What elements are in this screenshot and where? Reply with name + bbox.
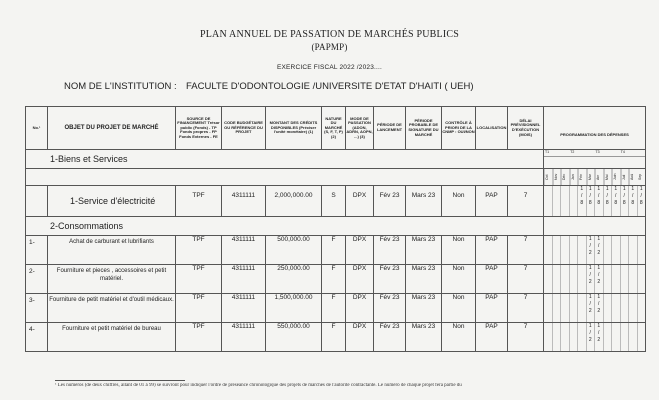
programmation-mark	[570, 186, 579, 216]
programmation-mark: 1 / 2	[595, 323, 604, 351]
programmation-mark: 1 / 2	[587, 265, 596, 293]
programmation-mark	[544, 265, 553, 293]
programmation-mark	[612, 323, 621, 351]
row-number: 2-	[26, 265, 48, 294]
header-periode: PÉRIODE DE LANCEMENT	[374, 107, 406, 150]
row-nature: F	[322, 294, 346, 323]
programmation-mark	[638, 323, 646, 351]
month-label: Aoû	[629, 169, 638, 185]
header-code: CODE BUDGÉTAIRE OU RÉFÉRENCE DU PROJET	[222, 107, 266, 150]
header-mode: MODE DE PASSATION (ADON, ADRN, AOPN, ...) (3)	[346, 107, 374, 150]
section-label: 1-Biens et Services	[26, 150, 544, 169]
month-label: Juin	[612, 169, 621, 185]
row-nature: F	[322, 265, 346, 294]
row-periode: Fév 23	[374, 323, 406, 352]
programmation-mark: 1 / 8	[587, 186, 596, 216]
month-header-spacer	[26, 169, 544, 186]
row-delai: 7	[508, 186, 544, 217]
row-signature: Mars 23	[406, 294, 442, 323]
row-nature: F	[322, 323, 346, 352]
row-code: 4311111	[222, 236, 266, 265]
programmation-mark	[621, 236, 630, 264]
row-number	[26, 186, 48, 217]
programmation-mark: 1 / 8	[578, 186, 587, 216]
header-signature: PÉRIODE PROBABLE DE SIGNATURE DU MARCHÉ	[406, 107, 442, 150]
row-mode: DPX	[346, 323, 374, 352]
programmation-mark	[561, 186, 570, 216]
table-row	[26, 294, 646, 323]
programmation-mark	[553, 186, 562, 216]
row-nature: F	[322, 236, 346, 265]
row-signature: Mars 23	[406, 236, 442, 265]
programmation-mark	[561, 294, 570, 322]
programmation-mark	[561, 323, 570, 351]
papmp-table	[25, 106, 646, 352]
quarter-header	[544, 150, 645, 157]
row-mode: DPX	[346, 265, 374, 294]
row-programmation	[544, 294, 646, 323]
row-delai: 7	[508, 265, 544, 294]
row-controle: Non	[442, 323, 476, 352]
row-programmation	[544, 186, 646, 217]
row-mode: DPX	[346, 294, 374, 323]
header-source: SOURCE DE FINANCEMENT Trésor public (Fonds) - TP Fonds propres - FP Fonds Externes - FE	[176, 107, 222, 150]
programmation-mark	[570, 323, 579, 351]
programmation-mark	[553, 236, 562, 264]
header-programmation	[544, 107, 646, 150]
programmation-mark	[604, 294, 613, 322]
row-localisation: PAP	[476, 294, 508, 323]
programmation-mark	[561, 236, 570, 264]
programmation-mark	[544, 294, 553, 322]
month-label: Nov	[553, 169, 562, 185]
row-mode: DPX	[346, 186, 374, 217]
quarter-label: T3	[595, 150, 600, 154]
programmation-mark	[553, 294, 562, 322]
row-programmation	[544, 236, 646, 265]
institution-name: FACULTE D'ODONTOLOGIE /UNIVERSITE D'ETAT D'HAITI ( UEH)	[186, 81, 474, 92]
programmation-mark	[612, 236, 621, 264]
fiscal-year: EXERCICE FISCAL 2022 /2023....	[276, 64, 383, 71]
row-source: TPF	[176, 294, 222, 323]
month-header-cell	[544, 169, 646, 186]
row-objet: Fourniture et pieces , accessoires et petit matériel.	[48, 265, 176, 294]
row-source: TPF	[176, 323, 222, 352]
table-row	[26, 186, 646, 217]
programmation-mark	[553, 265, 562, 293]
programmation-mark	[638, 236, 646, 264]
programmation-mark: 1 / 8	[604, 186, 613, 216]
programmation-mark	[544, 323, 553, 351]
quarter-label: T1	[545, 150, 550, 154]
table-row	[26, 323, 646, 352]
month-label: Fév	[578, 169, 587, 185]
row-delai: 7	[508, 236, 544, 265]
row-signature: Mars 23	[406, 323, 442, 352]
document-acronym: (PAPMP)	[311, 42, 348, 52]
row-localisation: PAP	[476, 265, 508, 294]
programmation-mark	[629, 323, 638, 351]
section-programmation-cell	[544, 150, 646, 169]
programmation-mark	[604, 265, 613, 293]
programmation-mark: 1 / 8	[621, 186, 630, 216]
header-no: No.¹	[26, 107, 48, 150]
programmation-mark: 1 / 8	[612, 186, 621, 216]
row-code: 4311111	[222, 294, 266, 323]
row-code: 4311111	[222, 186, 266, 217]
month-label: Déc	[561, 169, 570, 185]
programmation-mark	[638, 265, 646, 293]
row-source: TPF	[176, 265, 222, 294]
programmation-mark	[570, 294, 579, 322]
month-label: Avr	[595, 169, 604, 185]
programmation-mark: 1 / 8	[629, 186, 638, 216]
month-label: Mai	[604, 169, 613, 185]
row-controle: Non	[442, 236, 476, 265]
row-number: 4-	[26, 323, 48, 352]
programmation-mark	[621, 323, 630, 351]
table-row	[26, 265, 646, 294]
header-localisation: LOCALISATION	[476, 107, 508, 150]
footnote: ¹ Les numéros (de deux chiffres, allant de 01 à 99) se suivront pour indiquer l'ordre de préséance chronologique des projets de marchés de l'autorité contractante. Le numéro de chaque projet fera partie du	[55, 383, 462, 388]
programmation-mark	[629, 294, 638, 322]
programmation-mark: 1 / 2	[595, 294, 604, 322]
row-nature: S	[322, 186, 346, 217]
row-periode: Fév 23	[374, 236, 406, 265]
row-periode: Fév 23	[374, 265, 406, 294]
programmation-mark: 1 / 2	[587, 323, 596, 351]
programmation-mark	[570, 236, 579, 264]
row-source: TPF	[176, 186, 222, 217]
header-objet: OBJET DU PROJET DE MARCHÉ	[48, 107, 176, 150]
programmation-mark	[544, 186, 553, 216]
programmation-mark: 1 / 2	[595, 236, 604, 264]
row-objet: 1-Service d'électricité	[48, 186, 176, 217]
programmation-mark	[578, 323, 587, 351]
programmation-mark: 1 / 2	[595, 265, 604, 293]
row-code: 4311111	[222, 265, 266, 294]
programmation-mark: 1 / 2	[587, 236, 596, 264]
table-row	[26, 236, 646, 265]
month-header-row	[26, 169, 646, 186]
section-row	[26, 217, 646, 236]
programmation-mark	[638, 294, 646, 322]
programmation-mark	[612, 265, 621, 293]
row-signature: Mars 23	[406, 265, 442, 294]
row-controle: Non	[442, 186, 476, 217]
section-row	[26, 150, 646, 169]
row-localisation: PAP	[476, 323, 508, 352]
row-code: 4311111	[222, 323, 266, 352]
row-number: 1-	[26, 236, 48, 265]
header-nature: NATURE DU MARCHÉ (S, F, T, P) (2)	[322, 107, 346, 150]
header-delai: DÉLAI PRÉVISIONNEL D'EXÉCUTION (MOIS)	[508, 107, 544, 150]
row-periode: Fév 23	[374, 294, 406, 323]
programmation-mark: 1 / 8	[595, 186, 604, 216]
table-header-row	[26, 107, 646, 150]
row-programmation	[544, 265, 646, 294]
row-objet: Achat de carburant et lubrifiants	[48, 236, 176, 265]
programmation-mark	[604, 236, 613, 264]
programmation-mark	[561, 265, 570, 293]
institution-label: NOM DE L'INSTITUTION :	[64, 81, 177, 92]
table-body	[26, 150, 646, 352]
header-montant: MONTANT DES CRÉDITS DISPONIBLES (Préciser l'unité monétaire) (1)	[266, 107, 322, 150]
row-mode: DPX	[346, 236, 374, 265]
row-montant: 1,500,000.00	[266, 294, 322, 323]
header-controle: CONTRÔLE À PRIORI DE LA CNMP : OUI/NON	[442, 107, 476, 150]
month-label: Juil	[621, 169, 630, 185]
row-controle: Non	[442, 265, 476, 294]
programmation-mark: 1 / 2	[587, 294, 596, 322]
section-programmation-cell	[544, 217, 646, 236]
programmation-mark	[578, 265, 587, 293]
programmation-mark	[570, 265, 579, 293]
programmation-mark	[553, 323, 562, 351]
programmation-title: PROGRAMMATION DES DÉPENSES	[560, 132, 629, 138]
month-label: Sep	[637, 173, 642, 181]
row-objet: Fourniture et petit matériel de bureau	[48, 323, 176, 352]
row-montant: 2,000,000.00	[266, 186, 322, 217]
programmation-mark	[544, 236, 553, 264]
programmation-mark: 1 / 8	[639, 186, 643, 206]
quarter-label: T4	[620, 150, 625, 154]
row-objet: Fourniture de petit matériel et d'outil médicaux.	[48, 294, 176, 323]
programmation-mark	[604, 323, 613, 351]
row-delai: 7	[508, 323, 544, 352]
programmation-mark	[621, 265, 630, 293]
row-localisation: PAP	[476, 186, 508, 217]
document-title: PLAN ANNUEL DE PASSATION DE MARCHÉS PUBLICS	[199, 29, 459, 40]
section-label: 2-Consommations	[26, 217, 544, 236]
row-source: TPF	[176, 236, 222, 265]
programmation-mark	[629, 236, 638, 264]
quarter-label: T2	[570, 150, 575, 154]
programmation-mark	[621, 294, 630, 322]
month-label: Jan	[570, 169, 579, 185]
row-delai: 7	[508, 294, 544, 323]
month-label: Mar	[587, 169, 596, 185]
programmation-mark	[629, 265, 638, 293]
row-montant: 250,000.00	[266, 265, 322, 294]
row-programmation	[544, 323, 646, 352]
programmation-mark	[578, 236, 587, 264]
row-montant: 500,000.00	[266, 236, 322, 265]
row-number: 3-	[26, 294, 48, 323]
row-montant: 550,000.00	[266, 323, 322, 352]
row-localisation: PAP	[476, 236, 508, 265]
row-controle: Non	[442, 294, 476, 323]
row-signature: Mars 23	[406, 186, 442, 217]
programmation-mark	[578, 294, 587, 322]
month-label: Oct	[544, 169, 553, 185]
programmation-mark	[612, 294, 621, 322]
row-periode: Fév 23	[374, 186, 406, 217]
footnote-divider	[55, 380, 185, 381]
